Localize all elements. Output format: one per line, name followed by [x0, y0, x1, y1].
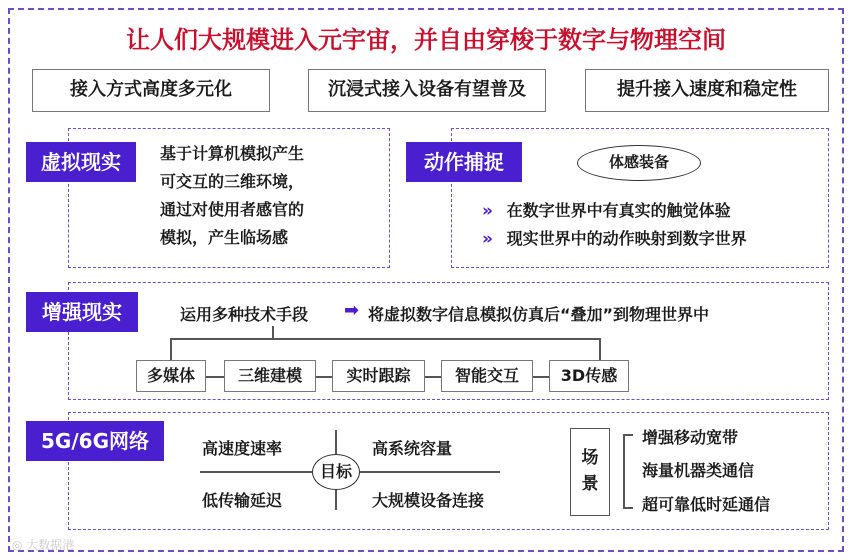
tree-connector: [170, 338, 172, 360]
motion-point-2: » 现实世界中的动作映射到数字世界: [482, 229, 747, 249]
tree-connector: [170, 338, 600, 340]
scene-item: 增强移动宽带: [642, 428, 739, 447]
motion-tag: 动作捕捉: [406, 142, 522, 182]
tech-box: 多媒体: [136, 360, 206, 392]
vr-line: 通过对使用者感官的: [160, 200, 305, 219]
tech-box: 实时跟踪: [332, 360, 425, 392]
ar-lead: 运用多种技术手段: [180, 305, 309, 324]
watermark-logo-icon: ◎: [12, 538, 27, 552]
vr-line: 模拟，产生临场感: [160, 228, 289, 247]
scene-label: 场 景: [570, 428, 610, 516]
tree-connector: [599, 338, 601, 360]
top-point-2: 沉浸式接入设备有望普及: [308, 69, 546, 112]
scene-bracket: [623, 507, 633, 509]
ar-result: 将虚拟数字信息模拟仿真后“叠加”到物理世界中: [368, 305, 710, 324]
watermark: ◎ 大数据港: [12, 538, 75, 552]
scene-bracket: [623, 434, 633, 436]
vr-tag: 虚拟现实: [26, 142, 136, 182]
tree-connector: [316, 376, 332, 378]
motion-point-1: » 在数字世界中有真实的触觉体验: [482, 201, 731, 221]
top-point-1: 接入方式高度多元化: [32, 69, 270, 112]
vr-description: [160, 140, 380, 252]
tech-box: 三维建模: [224, 360, 316, 392]
diagram-title: 让人们大规模进入元宇宙，并自由穿梭于数字与物理空间: [126, 26, 726, 54]
network-tag: 5G/6G网络: [26, 421, 164, 461]
chevron-icon: »: [482, 229, 493, 249]
right-arrow-icon: ➡: [344, 300, 360, 321]
device-ellipse: 体感装备: [577, 145, 701, 181]
chevron-icon: »: [482, 201, 493, 221]
tree-connector: [272, 326, 274, 338]
tech-box: 3D传感: [549, 360, 629, 392]
goal-item: 高系统容量: [372, 439, 453, 458]
vr-line: 可交互的三维环境，: [160, 172, 305, 191]
vr-line: 基于计算机模拟产生: [160, 144, 305, 163]
scene-bracket: [623, 434, 625, 508]
tree-connector: [425, 376, 441, 378]
scene-item: 海量机器类通信: [642, 461, 755, 480]
tree-connector: [533, 376, 549, 378]
goal-center: 目标: [312, 454, 360, 490]
scene-item: 超可靠低时延通信: [642, 495, 771, 514]
goal-item: 高速度速率: [202, 439, 283, 458]
top-point-3: 提升接入速度和稳定性: [585, 69, 829, 112]
tree-connector: [206, 376, 224, 378]
tech-box: 智能交互: [441, 360, 533, 392]
goal-item: 低传输延迟: [202, 491, 283, 510]
goal-item: 大规模设备连接: [372, 491, 485, 510]
ar-tag: 增强现实: [26, 292, 138, 332]
